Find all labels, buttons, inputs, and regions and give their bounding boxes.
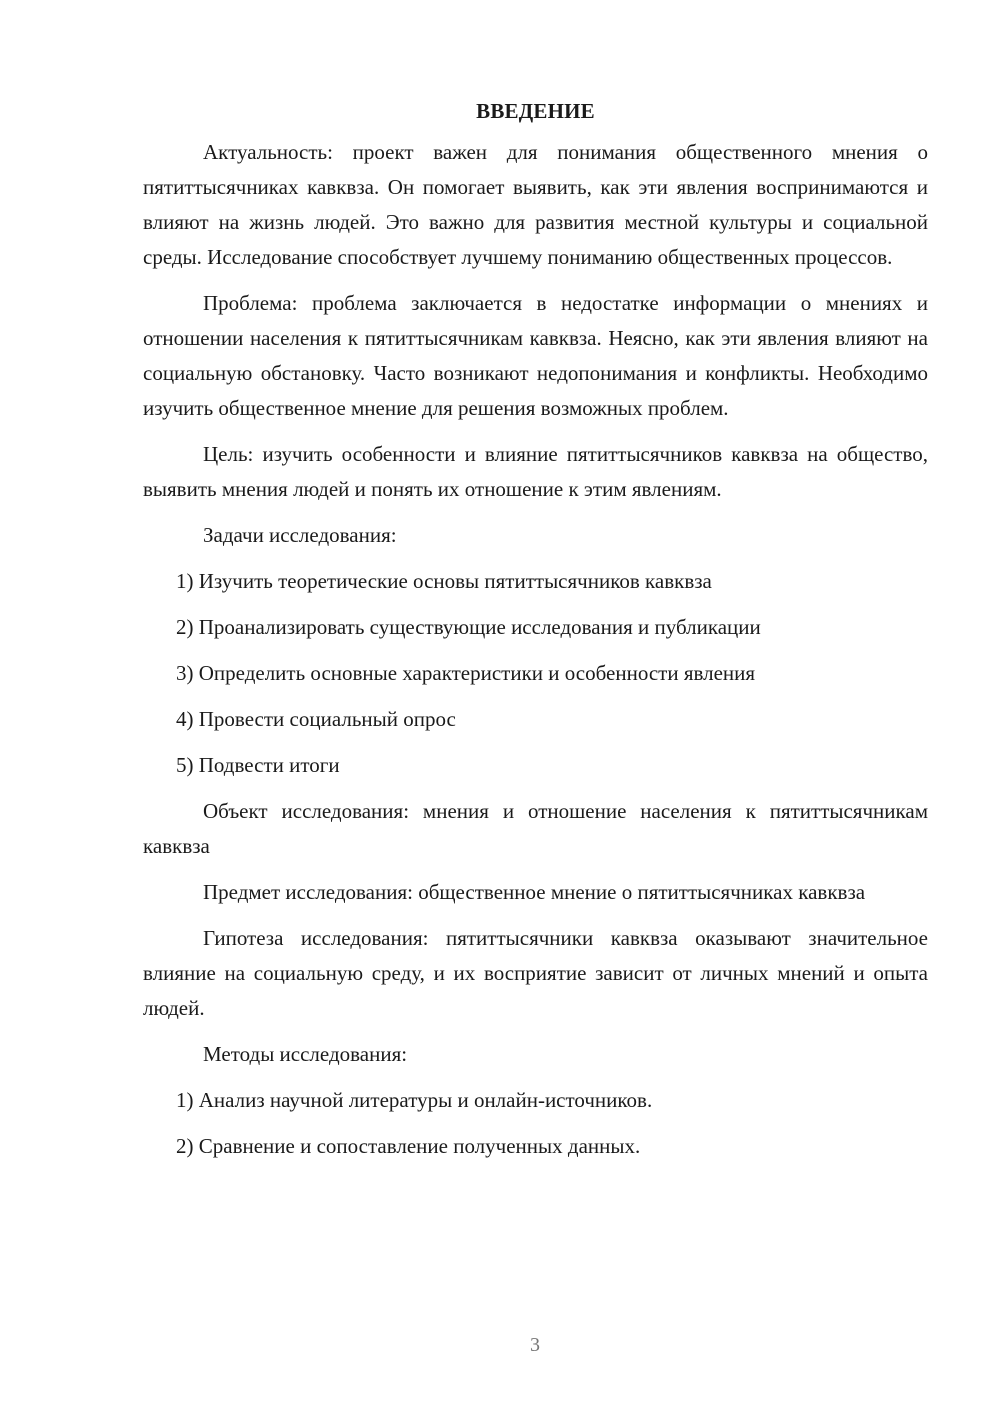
task-item: 1) Изучить теоретические основы пятиттысячников кавквза — [176, 569, 712, 593]
goal-paragraph: Цель: изучить особенности и влияние пятиттысячников кавквза на общество, выявить мнения людей и понять их отношение к этим явлениям. — [143, 442, 928, 501]
document-page — [143, 96, 928, 1175]
section-title: ВВЕДЕНИЕ — [476, 99, 595, 123]
page-number: 3 — [530, 1334, 540, 1356]
methods-list — [143, 1083, 928, 1164]
problem-paragraph: Проблема: проблема заключается в недостатке информации о мнениях и отношении населения к пятиттысячникам кавквза. Неясно, как эти явления влияют на социальную обстановку. Часто возникают недопонимания и конфликты. Необходимо изучить общественное мнение для решения возможных проблем. — [143, 291, 928, 420]
task-item: 2) Проанализировать существующие исследования и публикации — [176, 615, 761, 639]
methods-heading: Методы исследования: — [203, 1042, 408, 1066]
object-paragraph: Объект исследования: мнения и отношение населения к пятиттысячникам кавквза — [143, 799, 928, 858]
subject-paragraph: Предмет исследования: общественное мнение о пятиттысячниках кавквза — [203, 880, 866, 904]
tasks-list — [143, 564, 928, 783]
relevance-paragraph: Актуальность: проект важен для понимания общественного мнения о пятиттысячниках кавквза. Он помогает выявить, как эти явления воспринимаются и влияют на жизнь людей. Это важно для развития местной культуры и социальной среды. Исследование способствует лучшему пониманию общественных процессов. — [143, 140, 928, 269]
tasks-heading: Задачи исследования: — [203, 523, 397, 547]
task-item: 4) Провести социальный опрос — [176, 707, 456, 731]
task-item: 5) Подвести итоги — [176, 753, 340, 777]
method-item: 1) Анализ научной литературы и онлайн-источников. — [176, 1088, 653, 1112]
hypothesis-paragraph: Гипотеза исследования: пятиттысячники кавквза оказывают значительное влияние на социальную среду, и их восприятие зависит от личных мнений и опыта людей. — [143, 926, 928, 1020]
method-item: 2) Сравнение и сопоставление полученных данных. — [176, 1134, 641, 1158]
task-item: 3) Определить основные характеристики и особенности явления — [176, 661, 756, 685]
